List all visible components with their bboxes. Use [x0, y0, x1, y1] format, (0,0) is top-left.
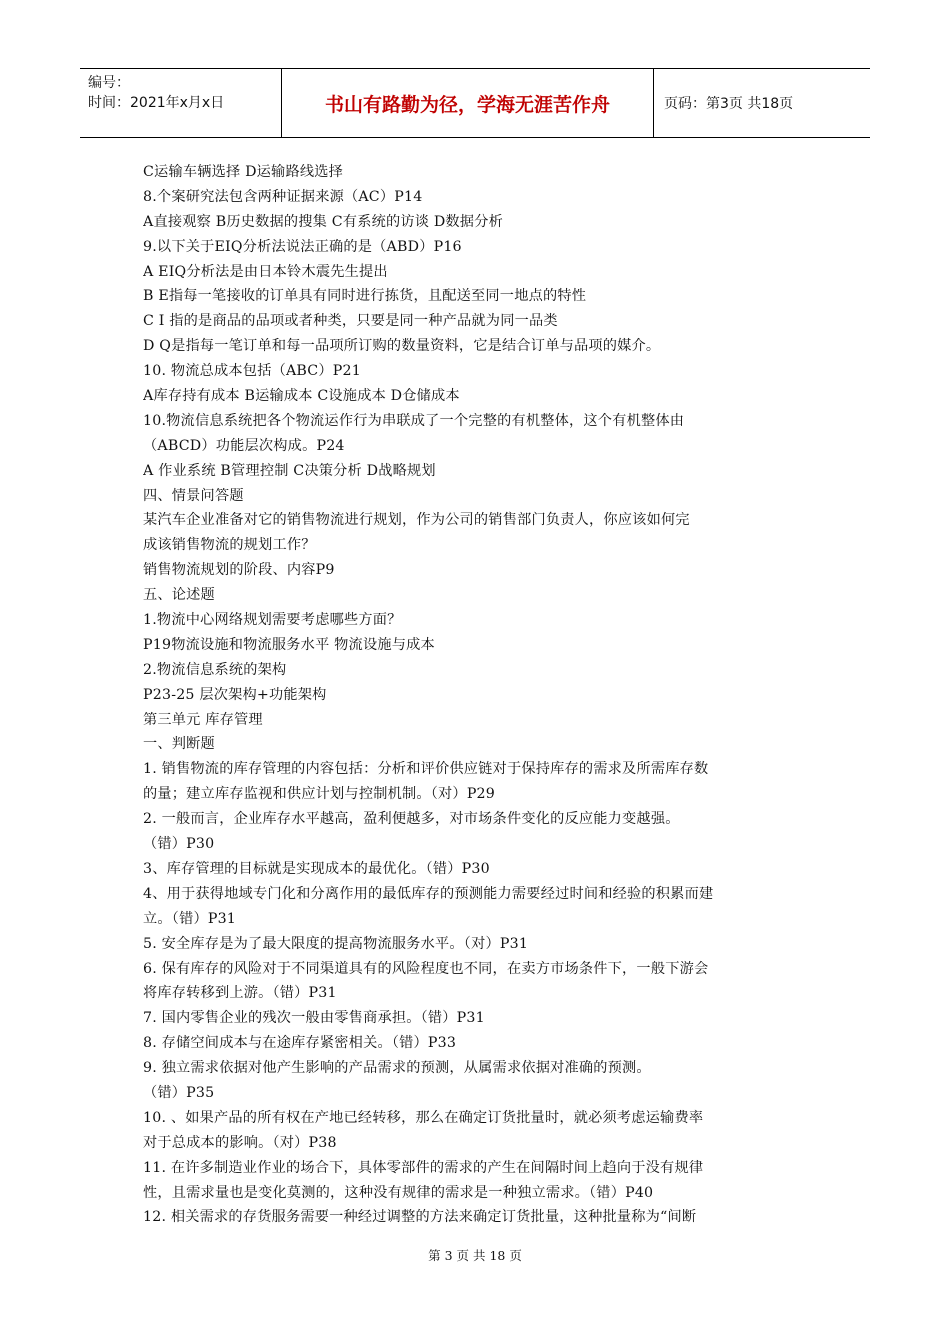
text-line: C I 指的是商品的品项或者种类，只要是同一种产品就为同一品类	[143, 313, 558, 330]
text-line: B E指每一笔接收的订单具有同时进行拣货，且配送至同一地点的特性	[143, 288, 587, 305]
text-line: 2. 一般而言，企业库存水平越高，盈利便越多，对市场条件变化的反应能力变越强。	[143, 811, 680, 828]
text-line: A直接观察 B历史数据的搜集 C有系统的访谈 D数据分析	[143, 213, 503, 230]
text-line: 1. 销售物流的库存管理的内容包括：分析和评价供应链对于保持库存的需求及所需库存数	[143, 761, 709, 778]
text-line: C运输车辆选择 D运输路线选择	[143, 164, 343, 180]
text-line: A库存持有成本 B运输成本 C设施成本 D仓储成本	[143, 388, 460, 405]
text-line: 6. 保有库存的风险对于不同渠道具有的风险程度也不同，在卖方市场条件下，一般下游会	[143, 960, 709, 977]
text-line: A 作业系统 B管理控制 C决策分析 D战略规划	[143, 462, 436, 479]
text-line: 对于总成本的影响。（对）P38	[143, 1134, 337, 1151]
text-line: 四、情景问答题	[143, 487, 244, 504]
text-line: 某汽车企业准备对它的销售物流进行规划，作为公司的销售部门负责人，你应该如何完	[143, 512, 690, 529]
text-line: 立。（错）P31	[143, 910, 237, 927]
page-footer: 第 3 页 共 18 页	[428, 1248, 522, 1263]
text-line: 11. 在许多制造业作业的场合下，具体零部件的需求的产生在间隔时间上趋向于没有规律	[143, 1159, 704, 1176]
text-line: 10. 物流总成本包括（ABC）P21	[143, 363, 361, 380]
document-number-label: 编号：	[88, 75, 130, 91]
text-line: 销售物流规划的阶段、内容P9	[143, 562, 335, 579]
text-line: 1.物流中心网络规划需要考虑哪些方面？	[143, 612, 402, 629]
text-line: P23-25 层次架构+功能架构	[143, 686, 327, 703]
text-line: 成该销售物流的规划工作？	[143, 537, 316, 554]
text-line: 9. 独立需求依据对他产生影响的产品需求的预测，从属需求依据对准确的预测。	[143, 1060, 651, 1077]
header-motto: 书山有路勤为径，学海无涯苦作舟	[324, 93, 610, 116]
text-line: 将库存转移到上游。（错）P31	[143, 985, 337, 1002]
text-line: 4、用于获得地域专门化和分离作用的最低库存的预测能力需要经过时间和经验的积累而建	[143, 885, 714, 902]
text-line: 8. 存储空间成本与在途库存紧密相关。（错）P33	[143, 1035, 457, 1052]
text-line: 9.以下关于EIQ分析法说法正确的是（ABD）P16	[143, 238, 462, 255]
text-line: 五、论述题	[143, 587, 215, 604]
text-line: 5. 安全库存是为了最大限度的提高物流服务水平。（对）P31	[143, 935, 529, 952]
text-line: 一、判断题	[143, 736, 215, 753]
text-line: 8.个案研究法包含两种证据来源（AC）P14	[143, 188, 423, 205]
header-page-info: 页码：第3页 共18页	[664, 96, 794, 112]
text-line: （ABCD）功能层次构成。P24	[143, 437, 345, 454]
document-time-label: 时间：2021年x月x日	[88, 95, 225, 111]
text-line: 3、库存管理的目标就是实现成本的最优化。（错）P30	[143, 860, 490, 877]
text-line: P19物流设施和物流服务水平 物流设施与成本	[143, 636, 435, 653]
text-line: （错）P35	[143, 1084, 215, 1101]
text-line: 10.物流信息系统把各个物流运作行为串联成了一个完整的有机整体，这个有机整体由	[143, 412, 685, 429]
text-line: 12. 相关需求的存货服务需要一种经过调整的方法来确定订货批量，这种批量称为“间断	[143, 1209, 697, 1226]
header-page-cell	[654, 69, 870, 137]
document-body	[143, 160, 811, 1230]
header-left-cell	[80, 69, 282, 137]
text-line: 7. 国内零售企业的残次一般由零售商承担。（错）P31	[143, 1010, 485, 1027]
text-line: （错）P30	[143, 836, 215, 853]
text-line: A EIQ分析法是由日本铃木震先生提出	[143, 263, 388, 280]
page-header	[80, 68, 870, 138]
text-line: 的量；建立库存监视和供应计划与控制机制。（对）P29	[143, 786, 496, 803]
header-motto-cell	[282, 69, 654, 137]
text-line: 第三单元 库存管理	[143, 711, 263, 728]
text-line: D Q是指每一笔订单和每一品项所订购的数量资料，它是结合订单与品项的媒介。	[143, 338, 661, 355]
text-line: 性，且需求量也是变化莫测的，这种没有规律的需求是一种独立需求。（错）P40	[143, 1184, 654, 1201]
text-line: 2.物流信息系统的架构	[143, 661, 287, 678]
text-line: 10. 、如果产品的所有权在产地已经转移，那么在确定订货批量时，就必须考虑运输费率	[143, 1109, 704, 1126]
